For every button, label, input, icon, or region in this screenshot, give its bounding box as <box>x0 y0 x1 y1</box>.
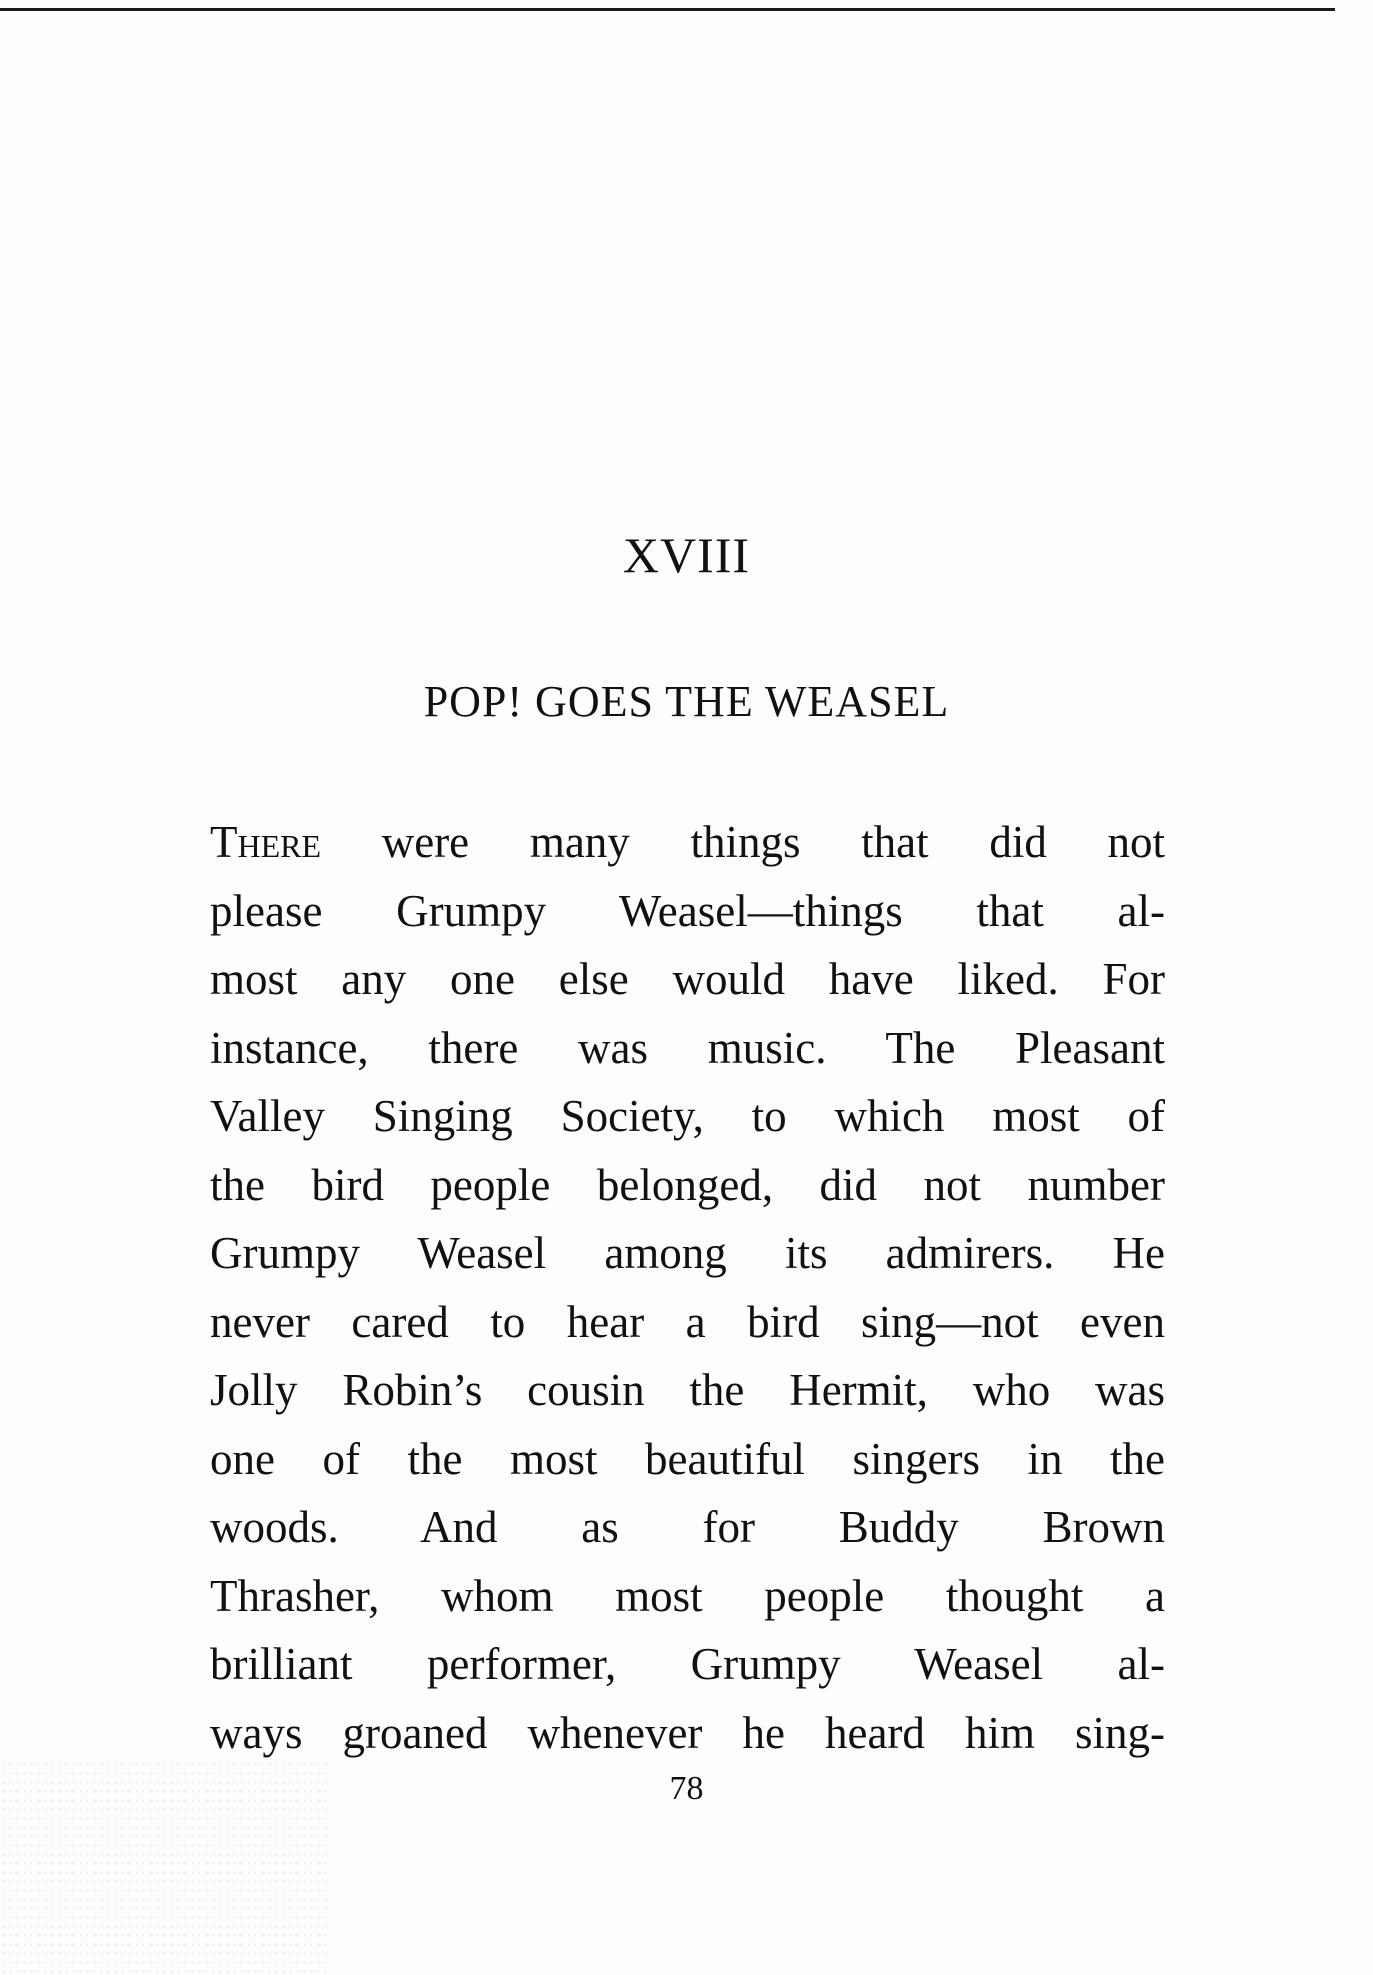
top-rule <box>0 8 1335 11</box>
text-line: instance, there was music. The Pleasant <box>210 1022 1165 1073</box>
chapter-number: XVIII <box>622 527 751 583</box>
text-line: Grumpy Weasel among its admirers. He <box>210 1228 1165 1278</box>
page-number: 78 <box>669 1770 704 1807</box>
text-line: brilliant performer, Grumpy Weasel al- <box>210 1639 1165 1689</box>
drop-word: There <box>210 817 322 867</box>
text-line: the bird people belonged, did not number <box>210 1159 1165 1210</box>
text-line: most any one else would have liked. For <box>210 954 1165 1004</box>
text-line: never cared to hear a bird sing—not even <box>210 1296 1165 1347</box>
text-line: one of the most beautiful singers in the <box>210 1433 1165 1484</box>
text-line: please Grumpy Weasel—things that al- <box>210 885 1165 936</box>
text-line: Thrasher, whom most people thought a <box>210 1570 1165 1621</box>
text-line: Jolly Robin’s cousin the Hermit, who was <box>210 1365 1165 1415</box>
text-line: Valley Singing Society, to which most of <box>210 1091 1165 1141</box>
chapter-title: POP! GOES THE WEASEL <box>423 677 950 726</box>
text-line: woods. And as for Buddy Brown <box>210 1502 1165 1552</box>
first-line-rest: were many things that did not <box>321 817 1165 867</box>
body-text <box>210 808 1165 1767</box>
text-line: ways groaned whenever he heard him sing- <box>210 1707 1165 1758</box>
text-line <box>210 808 1165 877</box>
